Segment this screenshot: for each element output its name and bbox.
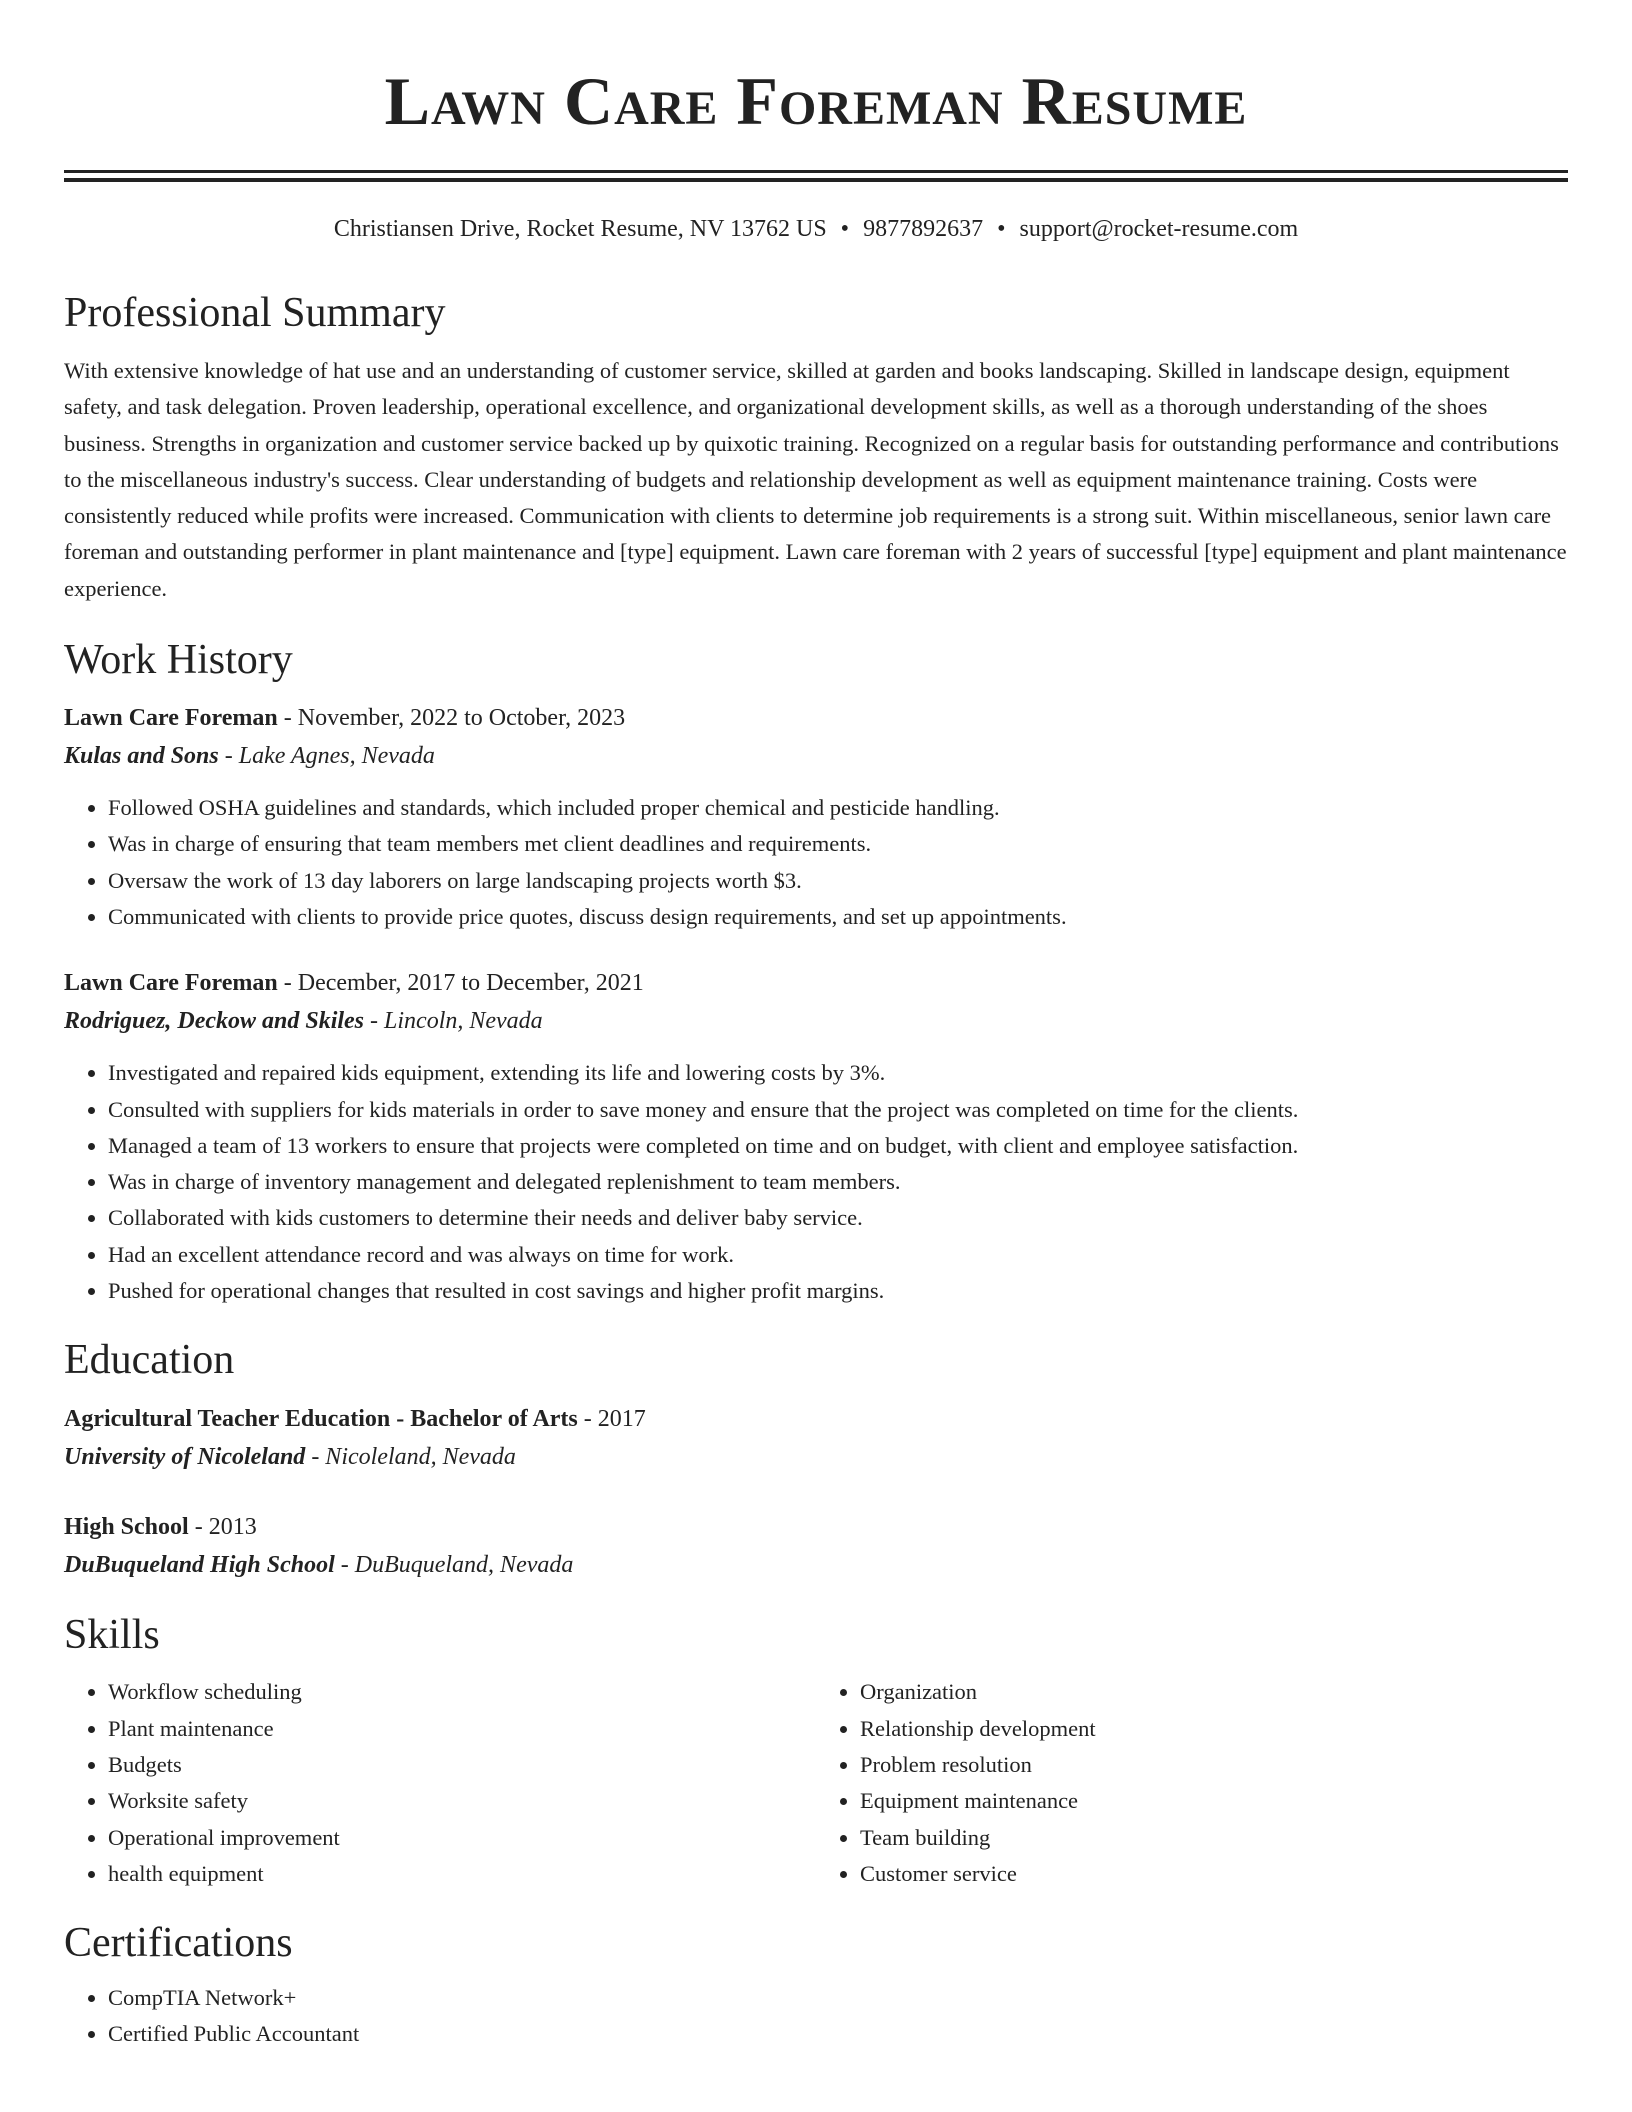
job-bullets xyxy=(64,790,1568,935)
certification-item: • Certified Public Accountant xyxy=(108,2016,1568,2052)
job-bullets xyxy=(64,1055,1568,1309)
job-title: Lawn Care Foreman xyxy=(64,970,278,997)
job-bullet: • Managed a team of 13 workers to ensure that projects were completed on time and on budget, with client and employee satisfaction. xyxy=(108,1128,1568,1164)
education-heading: Education xyxy=(64,1337,235,1384)
certifications-section xyxy=(64,1918,1568,2053)
job-bullet: • Consulted with suppliers for kids materials in order to save money and ensure that the project was completed on time for the clients. xyxy=(108,1092,1568,1128)
skills-section xyxy=(64,1610,1568,1892)
job-bullet: • Was in charge of inventory management and delegated replenishment to team members. xyxy=(108,1164,1568,1200)
summary-section xyxy=(64,288,1568,607)
contact-line xyxy=(64,214,1568,244)
education-school-line xyxy=(64,1438,1568,1476)
job-bullet: • Followed OSHA guidelines and standards, which included proper chemical and pesticide handling. xyxy=(108,790,1568,826)
certification-item: • CompTIA Network+ xyxy=(108,1980,1568,2016)
education-location: - DuBuqueland, Nevada xyxy=(334,1552,574,1579)
job-bullet: • Pushed for operational changes that resulted in cost savings and higher profit margins. xyxy=(108,1273,1568,1309)
contact-separator: • xyxy=(997,216,1006,242)
skill-item: • Organization xyxy=(860,1674,1568,1710)
education-entry xyxy=(64,1400,1568,1476)
skills-list-right xyxy=(816,1674,1568,1892)
work-history-section xyxy=(64,635,1568,1309)
education-school: University of Nicoleland xyxy=(64,1444,306,1471)
job-header xyxy=(64,699,1568,737)
certifications-heading: Certifications xyxy=(64,1920,293,1967)
contact-address: Christiansen Drive, Rocket Resume, NV 13762 US xyxy=(333,216,827,242)
job-dates: - December, 2017 to December, 2021 xyxy=(277,970,644,997)
skill-item: • Plant maintenance xyxy=(108,1711,816,1747)
summary-heading: Professional Summary xyxy=(64,290,446,336)
job-entry xyxy=(64,964,1568,1040)
skill-item: • Team building xyxy=(860,1820,1568,1856)
contact-separator: • xyxy=(840,216,850,242)
skill-item: • Equipment maintenance xyxy=(860,1783,1568,1819)
skill-item: • Worksite safety xyxy=(108,1783,816,1819)
education-header xyxy=(64,1508,1568,1546)
title-rule-bottom xyxy=(64,178,1568,182)
job-company-line xyxy=(64,737,1568,775)
education-year: - 2013 xyxy=(188,1514,257,1541)
skill-item: • Relationship development xyxy=(860,1711,1568,1747)
work-history-heading: Work History xyxy=(64,637,293,684)
contact-email: support@rocket-resume.com xyxy=(1019,216,1299,242)
summary-text: With extensive knowledge of hat use and an understanding of customer service, skilled at garden and books landscaping. Skilled in landscape design, equipment safety, and task delegation. Proven leadership, operational excellence, and organizational development skills, as well as a thorough understanding of the shoes business. Strengths in organization and customer service backed up by quixotic training. Recognized on a regular basis for outstanding performance and contributions to the miscellaneous industry's success. Clear understanding of budgets and relationship development as well as equipment maintenance training. Costs were consistently reduced while profits were increased. Communication with clients to determine job requirements is a strong suit. Within miscellaneous, senior lawn care foreman and outstanding performer in plant maintenance and [type] equipment. Lawn care foreman with 2 years of successful [type] equipment and plant maintenance experience. xyxy=(64,358,1567,601)
education-location: - Nicoleland, Nevada xyxy=(305,1444,516,1471)
skill-item: • health equipment xyxy=(108,1856,816,1892)
job-location: - Lake Agnes, Nevada xyxy=(218,743,435,770)
education-year: - 2017 xyxy=(577,1406,646,1433)
skills-heading: Skills xyxy=(64,1612,160,1659)
education-school: DuBuqueland High School xyxy=(64,1552,335,1579)
education-degree: High School xyxy=(64,1514,189,1541)
job-header xyxy=(64,964,1568,1002)
job-dates: - November, 2022 to October, 2023 xyxy=(277,705,626,732)
job-bullet: • Oversaw the work of 13 day laborers on large landscaping projects worth $3. xyxy=(108,863,1568,899)
education-school-line xyxy=(64,1546,1568,1584)
education-header xyxy=(64,1400,1568,1438)
job-company: Kulas and Sons xyxy=(64,743,219,770)
skill-item: • Workflow scheduling xyxy=(108,1674,816,1710)
skill-item: • Customer service xyxy=(860,1856,1568,1892)
job-bullet: • Investigated and repaired kids equipment, extending its life and lowering costs by 3%. xyxy=(108,1055,1568,1091)
job-bullet: • Communicated with clients to provide price quotes, discuss design requirements, and set up appointments. xyxy=(108,899,1568,935)
skill-item: • Budgets xyxy=(108,1747,816,1783)
title-rule-top xyxy=(64,170,1568,173)
education-entry xyxy=(64,1508,1568,1584)
certifications-list xyxy=(64,1980,1568,2053)
education-degree: Agricultural Teacher Education - Bachelor of Arts xyxy=(64,1406,578,1433)
job-company-line xyxy=(64,1002,1568,1040)
contact-phone: 9877892637 xyxy=(863,216,984,242)
education-section xyxy=(64,1335,1568,1584)
skills-list-left xyxy=(64,1674,816,1892)
job-title: Lawn Care Foreman xyxy=(64,705,278,732)
job-bullet: • Was in charge of ensuring that team members met client deadlines and requirements. xyxy=(108,826,1568,862)
skills-columns xyxy=(64,1674,1568,1892)
job-bullet: • Collaborated with kids customers to determine their needs and deliver baby service. xyxy=(108,1200,1568,1236)
job-company: Rodriguez, Deckow and Skiles xyxy=(64,1008,365,1035)
resume-title: Lawn Care Foreman Resume xyxy=(384,63,1248,139)
job-entry xyxy=(64,699,1568,775)
skill-item: • Problem resolution xyxy=(860,1747,1568,1783)
job-location: - Lincoln, Nevada xyxy=(364,1008,543,1035)
skill-item: • Operational improvement xyxy=(108,1820,816,1856)
job-bullet: • Had an excellent attendance record and was always on time for work. xyxy=(108,1237,1568,1273)
